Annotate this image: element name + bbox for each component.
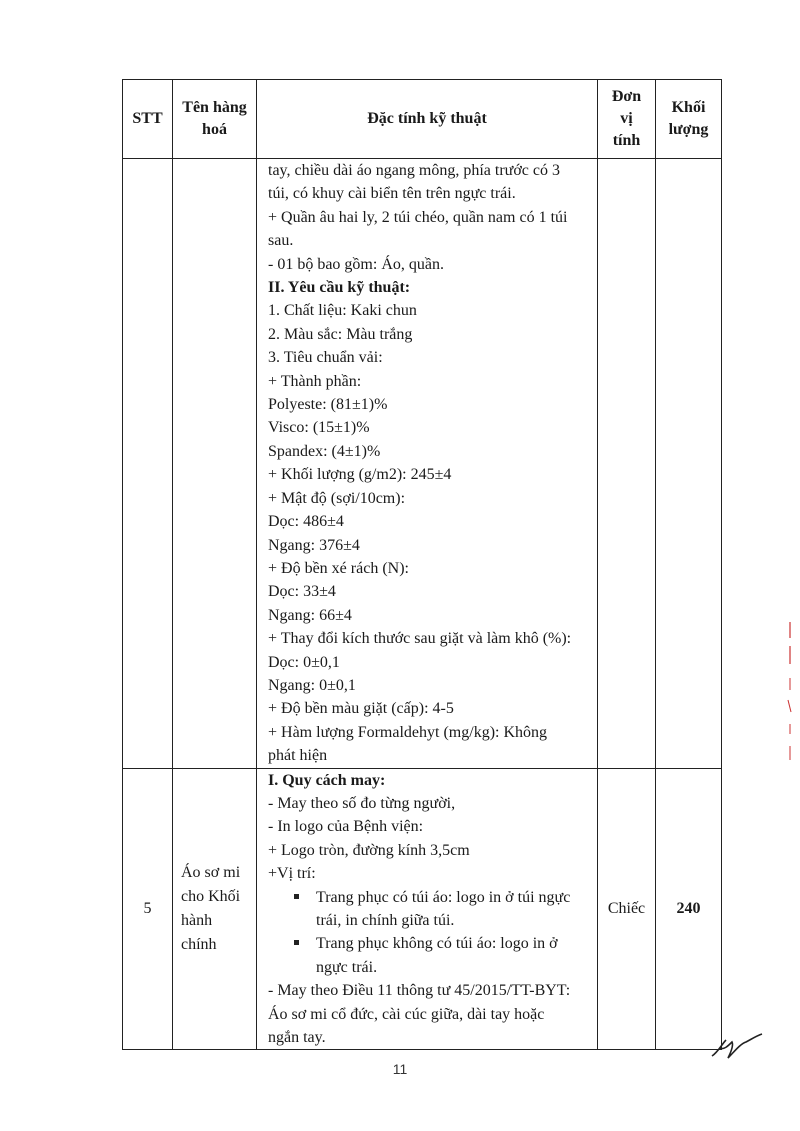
- spec-line: + Độ bền xé rách (N):: [268, 559, 409, 577]
- continued-stt-cell: [123, 159, 173, 769]
- spec-line: Visco: (15±1)%: [268, 419, 370, 437]
- bullet-square-icon: [294, 894, 299, 899]
- row5-spec-text: [257, 769, 597, 1050]
- spec-line: Ngang: 376±4: [268, 536, 360, 554]
- spec-line: - 01 bộ bao gồm: Áo, quần.: [268, 255, 444, 273]
- header-unit-line: vị: [620, 110, 633, 127]
- continued-spec-text: [257, 159, 597, 768]
- row5-name-line: hành: [181, 912, 213, 929]
- header-qty-line: Khối: [671, 99, 706, 116]
- spec-line: phát hiện: [268, 747, 328, 765]
- row5-unit: Chiếc: [598, 768, 656, 1050]
- header-qty: [656, 80, 722, 159]
- header-stt: STT: [123, 80, 173, 159]
- spec-line: túi, có khuy cài biển tên trên ngực trái.: [268, 185, 516, 203]
- bullet-text: Trang phục không có túi áo: logo in ở ngực trái.: [316, 935, 558, 976]
- table-row-5: [123, 768, 722, 1050]
- continued-row: [123, 159, 722, 769]
- spec-line: 2. Màu sắc: Màu trắng: [268, 325, 413, 343]
- spec-line: + Thay đổi kích thước sau giặt và làm khô (%):: [268, 630, 572, 648]
- header-spec: Đặc tính kỹ thuật: [257, 80, 598, 159]
- page-number: 11: [392, 1061, 408, 1077]
- row5-qty: 240: [656, 768, 722, 1050]
- spec-line: + Thành phần:: [268, 372, 362, 390]
- header-unit-line: tính: [612, 132, 641, 149]
- row5-name-line: Áo sơ mi: [181, 864, 241, 881]
- spec-line: + Logo tròn, đường kính 3,5cm: [268, 841, 470, 859]
- spec-line: + Quần âu hai ly, 2 túi chéo, quần nam có 1 túi: [268, 208, 568, 226]
- spec-line: Dọc: 486±4: [268, 513, 344, 531]
- spec-line: +Vị trí:: [268, 865, 316, 883]
- continued-spec-cell: [257, 159, 598, 769]
- header-qty-line: lượng: [668, 121, 709, 138]
- spec-line: - May theo Điều 11 thông tư 45/2015/TT-BYT:: [268, 982, 571, 1000]
- header-name: [173, 80, 257, 159]
- spec-line: - In logo của Bệnh viện:: [268, 818, 424, 836]
- spec-line: ngắn tay.: [268, 1029, 326, 1047]
- bullet-square-icon: [294, 940, 299, 945]
- spec-line: Spandex: (4±1)%: [268, 442, 381, 460]
- spec-line: sau.: [268, 232, 294, 250]
- spec-line: Ngang: 0±0,1: [268, 676, 356, 694]
- header-unit-line: Đơn: [611, 88, 642, 105]
- section-heading: I. Quy cách may:: [268, 771, 386, 789]
- continued-name-cell: [173, 159, 257, 769]
- spec-line: - May theo số đo từng người,: [268, 794, 456, 812]
- spec-line: Ngang: 66±4: [268, 606, 352, 624]
- spec-line: + Độ bền màu giặt (cấp): 4-5: [268, 700, 454, 718]
- section-heading: II. Yêu cầu kỹ thuật:: [268, 279, 411, 297]
- bullet-item: [268, 886, 589, 933]
- spec-line: Áo sơ mi cổ đức, cài cúc giữa, dài tay hoặc: [268, 1005, 545, 1023]
- spec-line: 3. Tiêu chuẩn vải:: [268, 349, 383, 367]
- spec-line: + Hàm lượng Formaldehyt (mg/kg): Không: [268, 723, 548, 741]
- spec-line: Dọc: 0±0,1: [268, 653, 340, 671]
- header-unit: [598, 80, 656, 159]
- header-row: [123, 80, 722, 159]
- spec-line: 1. Chất liệu: Kaki chun: [268, 302, 417, 320]
- continued-qty-cell: [656, 159, 722, 769]
- row5-spec-cell: [257, 768, 598, 1050]
- row5-name-line: chính: [181, 936, 217, 953]
- bullet-item: [268, 932, 589, 979]
- row5-name: [173, 768, 257, 1050]
- spec-line: + Mật độ (sợi/10cm):: [268, 489, 406, 507]
- spec-line: Dọc: 33±4: [268, 583, 336, 601]
- row5-name-line: cho Khối: [181, 888, 241, 905]
- continued-unit-cell: [598, 159, 656, 769]
- margin-stamp-marks: [782, 620, 796, 770]
- spec-line: Polyeste: (81±1)%: [268, 396, 388, 414]
- header-name-line: Tên hàng: [182, 99, 247, 116]
- header-name-line: hoá: [202, 121, 227, 138]
- spec-line: + Khối lượng (g/m2): 245±4: [268, 466, 452, 484]
- bullet-text: Trang phục có túi áo: logo in ở túi ngực trái, in chính giữa túi.: [316, 888, 571, 929]
- row5-stt: 5: [123, 768, 173, 1050]
- spec-table: [122, 79, 722, 1050]
- spec-line: tay, chiều dài áo ngang mông, phía trước có 3: [268, 162, 561, 179]
